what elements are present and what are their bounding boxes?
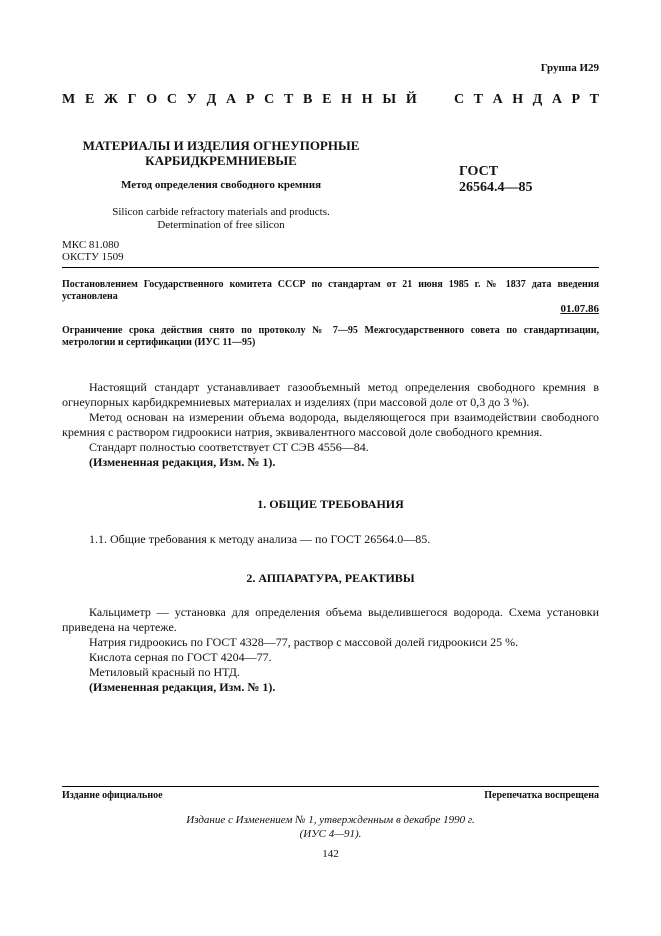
banner-letter: Г [127,92,137,107]
banner-letter: Е [84,92,95,107]
amendment-note: (Измененная редакция, Изм. № 1). [89,455,276,469]
okstu-code: ОКСТУ 1509 [62,251,124,263]
banner-letter: Р [245,92,255,107]
banner-letter: Ы [382,92,397,107]
banner-letter: Е [322,92,332,107]
banner-letter: Т [589,92,599,107]
gost-label: ГОСТ [459,164,499,179]
header-divider [62,267,599,268]
banner-word-interstate [62,92,417,108]
banner-letter: Н [341,92,353,107]
banner-letter: Ж [104,92,118,107]
section-1-heading: 1. ОБЩИЕ ТРЕБОВАНИЯ [257,497,404,511]
official-edition-label: Издание официальное [62,790,163,801]
english-title-line-2: Determination of free silicon [157,219,285,231]
banner-letter: С [166,92,177,107]
intro-paragraph: Метод основан на измерении объема водорода, выделяющегося при взаимодействии свободного кремния с раствором гидроокиси натрия, эквивалентного массовой доле свободного кремния. [62,410,599,439]
banner-letter: А [226,92,237,107]
banner-word-standard [454,92,599,108]
group-code: Группа И29 [540,62,599,74]
intro-section [62,380,599,470]
amendment-note: (Измененная редакция, Изм. № 1). [89,680,276,694]
page-number: 142 [322,848,339,860]
effective-date: 01.07.86 [560,303,599,315]
section-2-paragraph: Кальциметр — установка для определения объема выделившегося водорода. Схема установки приведена на чертеже. [62,605,599,634]
banner-letter: М [62,92,76,107]
banner-letter: Й [405,92,417,107]
limitation-note: Ограничение срока действия снято по протоколу № 7—95 Межгосударственного совета по стандартизации, метрологии и сертификации (ИУС 11—95) [62,325,599,348]
section-1-body [62,532,599,547]
banner-letter: Т [473,92,484,107]
banner-letter: Т [283,92,294,107]
gost-number: 26564.4—85 [459,180,533,195]
edition-note [62,813,599,841]
english-title [62,206,380,232]
banner-letter: Д [532,92,543,107]
banner-letter: Р [571,92,581,107]
title-line-1: МАТЕРИАЛЫ И ИЗДЕЛИЯ ОГНЕУПОРНЫЕ [82,138,360,153]
subtitle: Метод определения свободного кремния [120,179,322,191]
document-title-block [62,138,380,232]
banner-letter: А [551,92,562,107]
reprint-prohibited-label: Перепечатка воспрещена [484,790,599,801]
intro-paragraph: Стандарт полностью соответствует СТ СЭВ 4556—84. [89,440,369,454]
banner-letter: У [186,92,197,107]
intro-paragraph: Настоящий стандарт устанавливает газообъемный метод определения свободного кремния в огнеупорных карбидкремниевых материалах и изделиях (при массовой доле от 0,3 до 3 %). [62,380,599,409]
banner-letter: С [264,92,275,107]
section-2-paragraph: Кислота серная по ГОСТ 4204—77. [89,650,272,664]
banner-letter: В [303,92,313,107]
english-title-line-1: Silicon carbide refractory materials and products. [112,206,330,218]
section-2-paragraph: Натрия гидроокись по ГОСТ 4328—77, раствор с массовой долей гидроокиси 25 %. [89,635,519,649]
edition-note-line-1: Издание с Изменением № 1, утвержденным в декабре 1990 г. [186,814,475,826]
section-2-heading: 2. АППАРАТУРА, РЕАКТИВЫ [246,571,415,585]
banner-letter: С [454,92,465,107]
section-2-body [62,605,599,695]
edition-note-line-2: (ИУС 4—91). [299,828,362,840]
section-2-paragraph: Метиловый красный по НТД. [89,665,240,679]
banner-letter: Н [361,92,373,107]
banner-letter: А [492,92,503,107]
clause-1-1: 1.1. Общие требования к методу анализа — по ГОСТ 26564.0—85. [89,532,431,546]
gost-designation [459,164,533,196]
classification-codes [62,239,124,263]
banner-letter: О [146,92,158,107]
footer-divider [62,786,599,787]
standard-banner [62,92,599,108]
mks-code: МКС 81.080 [62,239,120,251]
banner-letter: Н [512,92,524,107]
title-line-2: КАРБИДКРЕМНИЕВЫЕ [145,153,297,168]
decree-text: Постановлением Государственного комитета СССР по стандартам от 21 июня 1985 г. № 1837 дата введения установлена [62,279,599,302]
banner-letter: Д [206,92,217,107]
